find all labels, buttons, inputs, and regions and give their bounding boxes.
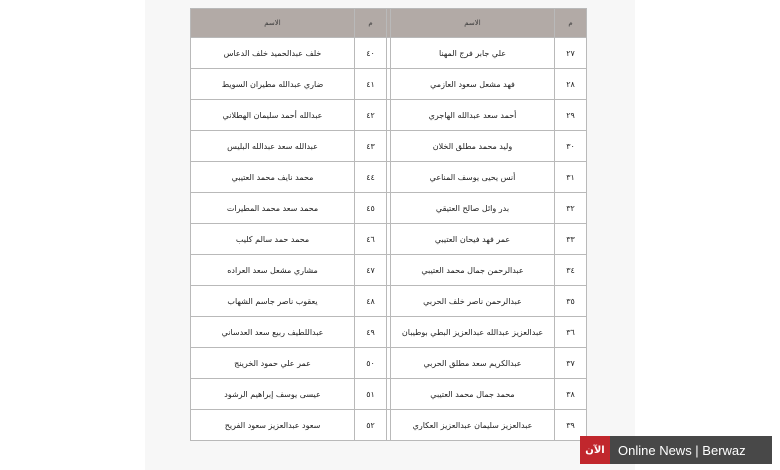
column-gap	[387, 348, 391, 379]
row-number-right: ٣٧	[555, 348, 587, 379]
header-name-left: الاسم	[191, 9, 355, 38]
row-number-left: ٤٣	[355, 131, 387, 162]
table-header-row	[191, 9, 587, 38]
row-number-left: ٤٥	[355, 193, 387, 224]
row-name-left: عبدالله سعد عبدالله البليس	[191, 131, 355, 162]
row-number-left: ٥٢	[355, 410, 387, 441]
row-number-right: ٣٥	[555, 286, 587, 317]
table-row	[191, 410, 587, 441]
table-row	[191, 38, 587, 69]
row-name-left: سعود عبدالعزيز سعود الفريح	[191, 410, 355, 441]
row-number-right: ٢٧	[555, 38, 587, 69]
watermark-text: Online News | Berwaz	[618, 442, 746, 458]
row-name-left: يعقوب ناصر جاسم الشهاب	[191, 286, 355, 317]
row-name-right: علي جابر فرج المهنا	[391, 38, 555, 69]
row-number-left: ٤٠	[355, 38, 387, 69]
row-number-left: ٥٠	[355, 348, 387, 379]
row-name-left: عمر علي حمود الخرينج	[191, 348, 355, 379]
row-number-right: ٣٦	[555, 317, 587, 348]
row-name-right: عبدالعزيز سليمان عبدالعزيز العكاري	[391, 410, 555, 441]
table-row	[191, 193, 587, 224]
row-number-right: ٣٩	[555, 410, 587, 441]
row-number-right: ٣٣	[555, 224, 587, 255]
row-name-right: عبدالرحمن جمال محمد العتيبي	[391, 255, 555, 286]
header-number-right: م	[555, 9, 587, 38]
column-gap	[387, 286, 391, 317]
row-number-left: ٤٢	[355, 100, 387, 131]
row-name-right: بدر وائل صالح العتيقي	[391, 193, 555, 224]
table-row	[191, 162, 587, 193]
column-gap	[387, 255, 391, 286]
table-row	[191, 348, 587, 379]
row-name-left: ضاري عبدالله مطيران السويط	[191, 69, 355, 100]
table-row	[191, 224, 587, 255]
column-gap	[387, 9, 391, 38]
column-gap	[387, 379, 391, 410]
row-name-left: محمد سعد محمد المطيرات	[191, 193, 355, 224]
column-gap	[387, 162, 391, 193]
column-gap	[387, 224, 391, 255]
row-name-right: عمر فهد فيحان العتيبي	[391, 224, 555, 255]
column-gap	[387, 69, 391, 100]
row-number-right: ٣٨	[555, 379, 587, 410]
row-name-right: محمد جمال محمد العتيبي	[391, 379, 555, 410]
table-row	[191, 100, 587, 131]
site-watermark	[580, 436, 772, 464]
header-name-right: الاسم	[391, 9, 555, 38]
table-row	[191, 69, 587, 100]
row-name-left: خلف عبدالحميد خلف الدعاس	[191, 38, 355, 69]
row-number-left: ٤٦	[355, 224, 387, 255]
column-gap	[387, 100, 391, 131]
row-name-left: عيسى يوسف إبراهيم الرشود	[191, 379, 355, 410]
row-number-left: ٤٤	[355, 162, 387, 193]
row-name-left: محمد نايف محمد العتيبي	[191, 162, 355, 193]
row-number-right: ٣١	[555, 162, 587, 193]
row-number-right: ٢٩	[555, 100, 587, 131]
row-number-right: ٣٤	[555, 255, 587, 286]
row-number-left: ٥١	[355, 379, 387, 410]
row-name-right: عبدالكريم سعد مطلق الحربي	[391, 348, 555, 379]
column-gap	[387, 317, 391, 348]
row-name-right: أحمد سعد عبدالله الهاجري	[391, 100, 555, 131]
names-table	[190, 8, 587, 441]
column-gap	[387, 410, 391, 441]
row-number-left: ٤١	[355, 69, 387, 100]
table-row	[191, 379, 587, 410]
row-number-left: ٤٧	[355, 255, 387, 286]
row-name-left: محمد حمد سالم كليب	[191, 224, 355, 255]
row-name-left: عبداللطيف ربيع سعد العدساني	[191, 317, 355, 348]
row-name-left: مشاري مشعل سعد العراده	[191, 255, 355, 286]
header-number-left: م	[355, 9, 387, 38]
column-gap	[387, 131, 391, 162]
row-name-right: عبدالرحمن ناصر خلف الحربي	[391, 286, 555, 317]
table-row	[191, 131, 587, 162]
row-number-right: ٣٠	[555, 131, 587, 162]
row-number-left: ٤٩	[355, 317, 387, 348]
row-name-left: عبدالله أحمد سليمان الهطلاني	[191, 100, 355, 131]
table-row	[191, 255, 587, 286]
column-gap	[387, 193, 391, 224]
table-row	[191, 317, 587, 348]
row-name-right: عبدالعزيز عبدالله عبدالعزيز البطي بوطيبان	[391, 317, 555, 348]
column-gap	[387, 38, 391, 69]
row-name-right: أنس يحيى يوسف المناعي	[391, 162, 555, 193]
row-number-left: ٤٨	[355, 286, 387, 317]
row-name-right: وليد محمد مطلق الخلان	[391, 131, 555, 162]
row-number-right: ٣٢	[555, 193, 587, 224]
row-number-right: ٢٨	[555, 69, 587, 100]
site-logo: الآن	[580, 436, 610, 464]
row-name-right: فهد مشعل سعود العازمي	[391, 69, 555, 100]
table-row	[191, 286, 587, 317]
